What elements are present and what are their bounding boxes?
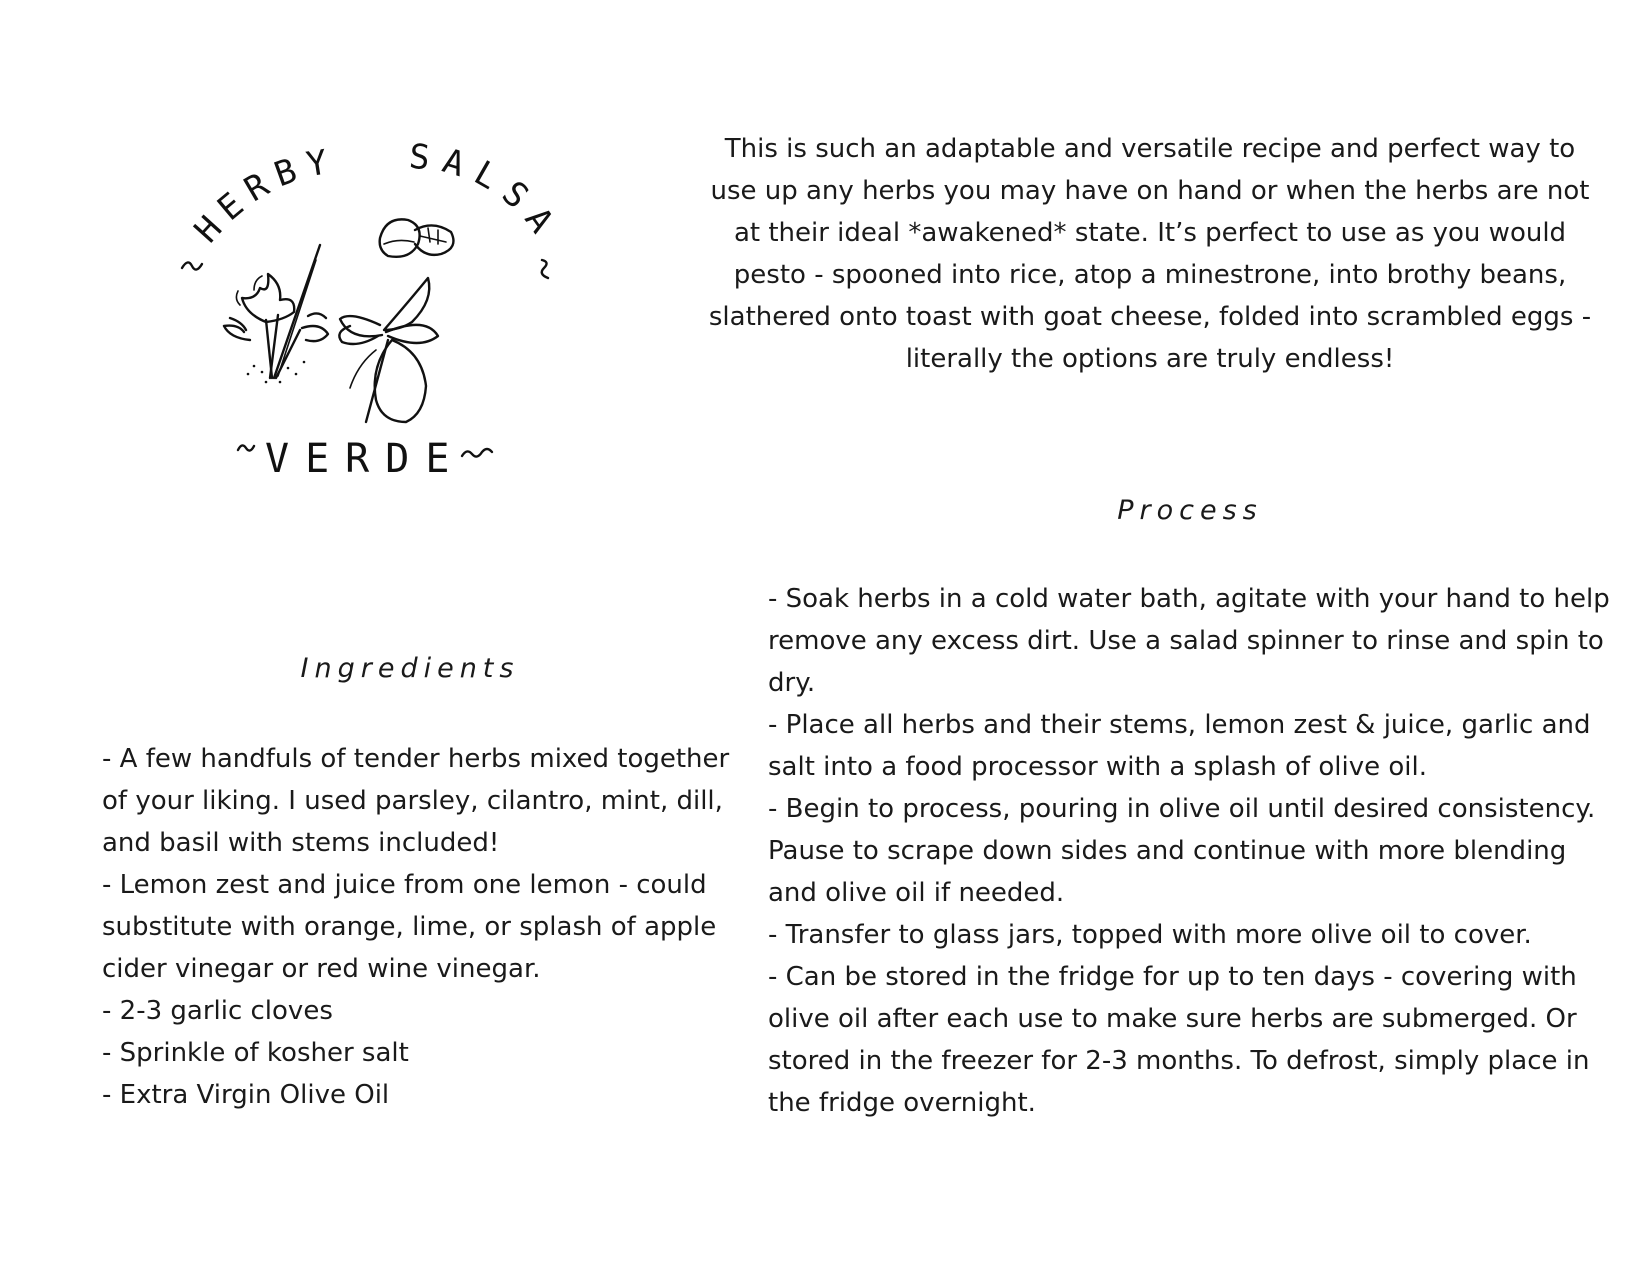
verde-right-squiggle-decoration xyxy=(462,449,492,457)
verde-left-squiggle-decoration xyxy=(238,445,254,450)
process-step: - Soak herbs in a cold water bath, agitate with your hand to help remove any excess dirt. Use a salad spinner to rinse and spin to dry. xyxy=(768,584,1610,698)
ingredient-item: - Sprinkle of kosher salt xyxy=(102,1038,409,1068)
left-squiggle-decoration xyxy=(182,262,202,269)
recipe-intro-paragraph: This is such an adaptable and versatile recipe and perfect way to use up any herbs you may have on hand or when the herbs are not at their ideal *awakened* state. It’s perfect to use as you would pesto - spooned into rice, atop a minestrone, into brothy beans, slathered onto toast with goat cheese, folded into scrambled eggs - literally the options are truly endless! xyxy=(708,134,1592,374)
logo-word-salsa: SALSA xyxy=(407,136,569,251)
ingredient-item: - A few handfuls of tender herbs mixed together of your liking. I used parsley, cilantro, mint, dill, and basil with stems included! xyxy=(102,744,730,858)
process-step: - Transfer to glass jars, topped with more olive oil to cover. xyxy=(768,920,1532,950)
herby-salsa-verde-logo xyxy=(170,136,590,510)
process-steps-list xyxy=(768,578,1618,1124)
basil-leaf-icon xyxy=(380,219,454,256)
ingredients-heading: Ingredients xyxy=(300,653,520,684)
ingredient-item: - Lemon zest and juice from one lemon - could substitute with orange, lime, or splash of apple cider vinegar or red wine vinegar. xyxy=(102,870,717,984)
ingredient-item: - Extra Virgin Olive Oil xyxy=(102,1080,390,1110)
ingredients-list xyxy=(102,738,732,1116)
parsley-bunch-icon xyxy=(224,245,328,383)
process-step: - Can be stored in the fridge for up to ten days - covering with olive oil after each use to make sure herbs are submerged. Or stored in the freezer for 2-3 months. To defrost, simply place in the fridge overnight. xyxy=(768,962,1590,1118)
lemon-with-leaves-icon xyxy=(339,278,438,422)
logo-word-herby: HERBY xyxy=(186,141,341,251)
process-step: - Begin to process, pouring in olive oil until desired consistency. Pause to scrape down sides and continue with more blending and olive oil if needed. xyxy=(768,794,1596,908)
process-step: - Place all herbs and their stems, lemon zest & juice, garlic and salt into a food processor with a splash of olive oil. xyxy=(768,710,1591,782)
process-heading: Process xyxy=(1117,495,1263,526)
right-squiggle-decoration xyxy=(542,260,548,278)
ingredient-item: - 2-3 garlic cloves xyxy=(102,996,333,1026)
logo-word-verde: VERDE xyxy=(265,436,466,482)
